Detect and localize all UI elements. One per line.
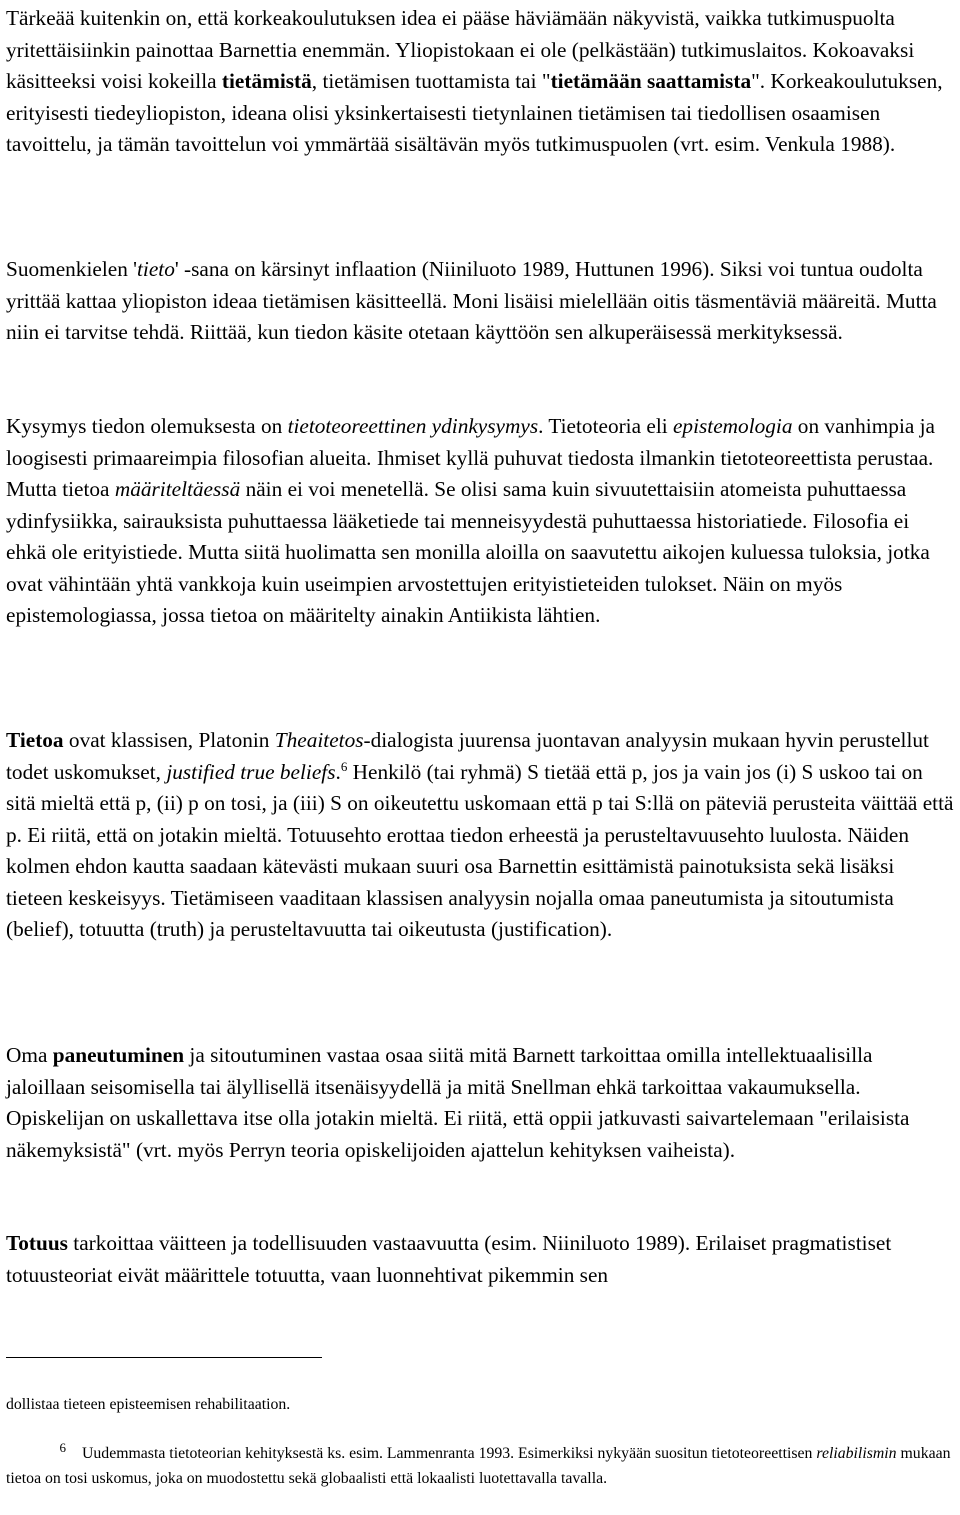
footnote-6-text bbox=[6, 1445, 951, 1487]
text-run: tietämään saattamista bbox=[550, 69, 752, 93]
text-run: dollistaa tieteen episteemisen rehabilitaation. bbox=[6, 1396, 291, 1413]
text-run: paneutuminen bbox=[52, 1043, 185, 1067]
text-run: näin ei voi menetellä. Se olisi sama kuin sivuutettaisiin atomeista puhuttaessa ydinfysiikka, sairauksista puhuttaessa lääketiede tai menneisyydestä puhuttaessa historiatiede. Filosofia ei ehkä ole erityistiede. Mutta siitä huolimatta sen monilla aloilla on saavutettu aikojen kuluessa tuloksia, jotka ovat vähintään yhtä vankkoja kuin useimpien arvostettujen erityistieteiden tulokset. Näin on myös epistemologiassa, jossa tietoa on määritelty ainakin Antiikista lähtien. bbox=[6, 477, 930, 627]
paragraph-classical-analysis-of-knowledge bbox=[6, 725, 954, 946]
text-run: Henkilö (tai ryhmä) S tietää että p, jos ja vain jos (i) S uskoo tai on sitä mieltä että p, (ii) p on tosi, ja (iii) S on oikeutettu uskomaan että p tai S:llä on päteviä perusteita väittää että p. Ei riitä, että on jotakin mieltä. Totuusehto erottaa tiedon erheestä ja perusteltavuusehto luulosta. Näiden kolmen ehdon kautta saadaan kätevästi mukaan suuri osa Barnettin esittämistä painotuksista sekä lisäksi tieteen keskeisyys. Tietämiseen vaaditaan klassisen analyysin nojalla omaa paneutumista ja sitoutumista (belief), totuutta (truth) ja perusteltavuutta tai oikeutusta (justification). bbox=[6, 759, 954, 941]
text-run: Oma bbox=[6, 1043, 53, 1067]
text-run: justified true beliefs bbox=[166, 759, 336, 784]
text-run: Theaitetos bbox=[274, 728, 364, 752]
text-run: tarkoittaa väitteen ja todellisuuden vastaavuutta (esim. Niiniluoto 1989). Erilaiset pragmatistiset totuusteoriat eivät määrittele totuutta, vaan luonnehtivat pikemmin sen bbox=[6, 1231, 892, 1287]
text-run: Tärkeää kuitenkin on, että korkeakoulutuksen idea ei pääse häviämään näkyvistä, vaikka tutkimuspuolta yritettäisiinkin painottaa Barnettia enemmän. Yliopistokaan ei ole (pelkästään) tutkimuslaitos. Kokoavaksi käsitteeksi voisi kokeilla bbox=[6, 6, 915, 93]
text-run: Uudemmasta tietoteorian kehityksestä ks. esim. Lammenranta 1993. Esimerkiksi nykyään suositun tietoteoreettisen bbox=[82, 1445, 817, 1462]
paragraph-truth bbox=[6, 1228, 954, 1291]
footnote-reference: 6 bbox=[340, 758, 348, 774]
text-run: määriteltäessä bbox=[114, 477, 241, 501]
text-run: on vanhimpia ja loogisesti primaareimpia filosofian alueita. Ihmiset kyllä puhuvat tiedosta ilmankin tietoteoreettista perustaa. Mutta tietoa bbox=[6, 414, 936, 501]
text-run: tietämistä bbox=[221, 69, 312, 93]
text-run: -dialogista juurensa juontavan analyysin mukaan hyvin perustellut todet uskomukset, bbox=[6, 728, 929, 784]
text-run: ". Korkeakoulutuksen, erityisesti tiedeyliopiston, ideana olisi yksinkertaisesti tietynlainen tietämisen tai tiedollisen osaamisen tavoittelu, ja tämän tavoittelun voi ymmärtää sisältävän myös tutkimuspuolen (vrt. esim. Venkula 1988). bbox=[6, 69, 943, 156]
text-run: tietoteoreettinen ydinkysymys bbox=[287, 414, 539, 438]
footnote-6: 6 Uudemmasta tietoteorian kehityksestä ks. esim. Lammenranta 1993. Esimerkiksi nykyään suositun tietoteoreettisen reliabilismin mukaan tietoa on tosi uskomus, joka on muodostettu sekä globaalisti että lokaalisti luotettavalla tavalla. bbox=[6, 1440, 951, 1487]
text-run: Totuus bbox=[6, 1231, 68, 1255]
text-run: reliabilismin bbox=[816, 1445, 897, 1462]
paragraph-epistemology bbox=[6, 411, 954, 632]
text-run: ovat klassisen, Platonin bbox=[63, 728, 275, 752]
paragraph-idea-of-higher-education bbox=[6, 3, 954, 161]
text-run: ' -sana on kärsinyt inflaation (Niiniluoto 1989, Huttunen 1996). Siksi voi tuntua oudolta yrittää kattaa yliopiston ideaa tietämisen käsitteellä. Moni lisäisi mielellään oitis täsmentäviä määreitä. Mutta niin ei tarvitse tehdä. Riittää, kun tiedon käsite otetaan käyttöön sen alkuperäisessä merkityksessä. bbox=[6, 257, 937, 344]
footnote-separator bbox=[6, 1357, 322, 1358]
paragraph-commitment bbox=[6, 1040, 954, 1166]
text-run: tieto bbox=[137, 257, 175, 281]
text-run: Tietoa bbox=[6, 728, 64, 752]
text-run: , tietämisen tuottamista tai " bbox=[311, 69, 551, 93]
text-run: Suomenkielen ' bbox=[6, 257, 138, 281]
text-run: . bbox=[335, 759, 341, 784]
text-run: ja sitoutuminen vastaa osaa siitä mitä Barnett tarkoittaa omilla intellektuaalisilla jaloillaan seisomisella tai älyllisellä itsenäisyydellä ja mitä Snellman ehkä tarkoittaa vakaumuksella. Opiskelijan on uskallettava itse olla jotakin mieltä. Ei riitä, että oppii jatkuvasti saivartelemaan "erilaisista näkemyksistä" (vrt. myös Perryn teoria opiskelijoiden ajattelun kehityksen vaiheista). bbox=[6, 1043, 910, 1162]
text-run: Kysymys tiedon olemuksesta on bbox=[6, 414, 288, 438]
footnote-continued bbox=[6, 1392, 954, 1417]
paragraph-tieto-word-inflation bbox=[6, 254, 954, 349]
text-run: mukaan tietoa on tosi uskomus, joka on muodostettu sekä globaalisti että lokaalisti luotettavalla tavalla. bbox=[6, 1445, 951, 1487]
text-run: epistemologia bbox=[672, 414, 793, 438]
text-run: . Tietoteoria eli bbox=[538, 414, 673, 438]
